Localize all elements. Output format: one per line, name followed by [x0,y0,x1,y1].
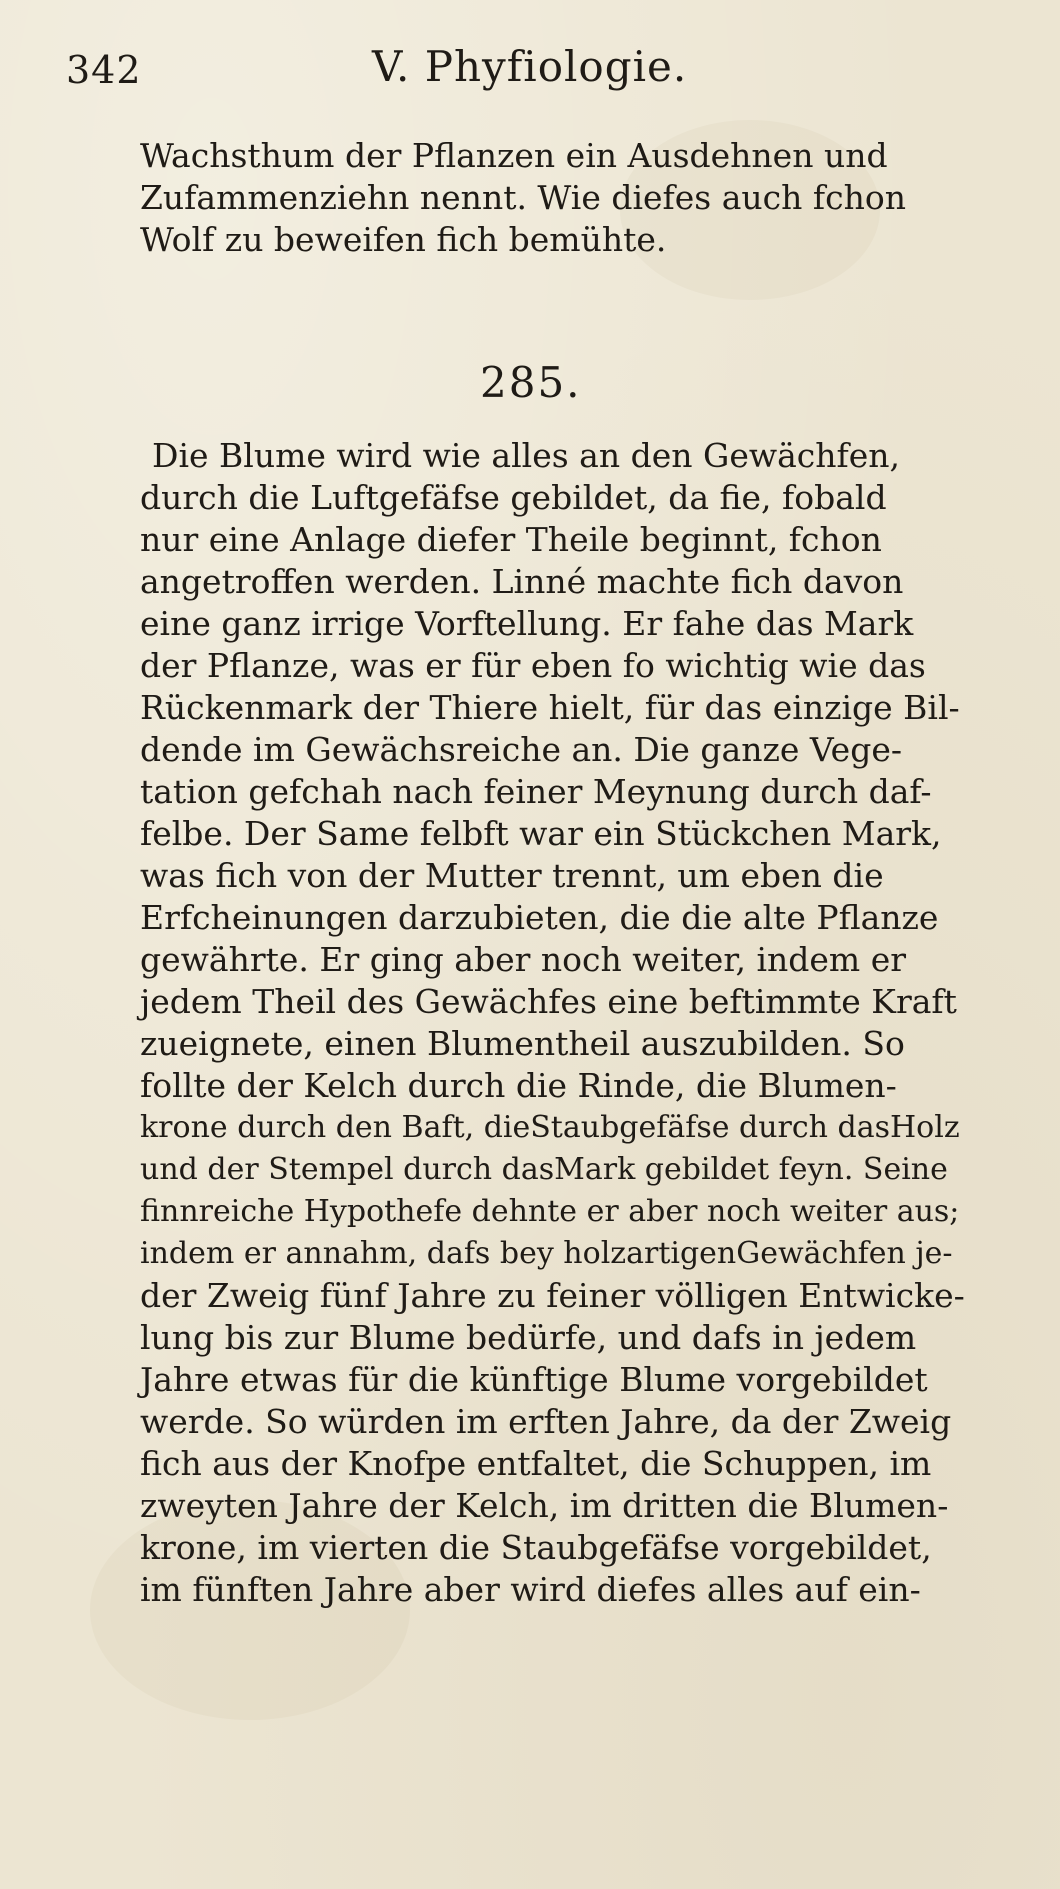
text-line: zueignete, einen Blumentheil auszubilden. So [140,1024,905,1063]
text-line: was fich von der Mutter trennt, um eben die [140,856,884,895]
text-line: Rückenmark der Thiere hielt, für das einzige Bil- [140,688,960,727]
page-header [66,38,766,98]
text-line: durch die Luftgefäfse gebildet, da fie, fobald [140,478,887,517]
text-line: eine ganz irrige Vorftellung. Er fahe das Mark [140,604,914,643]
text-line: angetroffen werden. Linné machte fich davon [140,562,904,601]
section-number: 285. [480,358,582,407]
text-line: jedem Theil des Gewächfes eine beftimmte Kraft [140,982,957,1021]
text-line: indem er annahm, dafs bey holzartigenGewächfen je- [140,1236,953,1271]
text-line: im fünften Jahre aber wird diefes alles auf ein- [140,1570,921,1609]
text-line: der Pflanze, was er für eben fo wichtig wie das [140,646,926,685]
text-line: zweyten Jahre der Kelch, im dritten die Blumen- [140,1486,949,1525]
text-line: lung bis zur Blume bedürfe, und dafs in jedem [140,1318,917,1357]
text-line: und der Stempel durch dasMark gebildet feyn. Seine [140,1152,948,1187]
text-line: follte der Kelch durch die Rinde, die Blumen- [140,1066,897,1105]
text-line: nur eine Anlage diefer Theile beginnt, fchon [140,520,882,559]
text-line: dende im Gewächsreiche an. Die ganze Vege- [140,730,903,769]
text-line: der Zweig fünf Jahre zu feiner völligen Entwicke- [140,1276,965,1315]
text-line: Wachsthum der Pflanzen ein Ausdehnen und [140,136,888,175]
text-line: krone, im vierten die Staubgefäfse vorgebildet, [140,1528,932,1567]
text-line: tation gefchah nach feiner Meynung durch daf- [140,772,932,811]
text-line: Erfcheinungen darzubieten, die die alte Pflanze [140,898,939,937]
text-line: Jahre etwas für die künftige Blume vorgebildet [140,1360,928,1399]
text-line: krone durch den Baft, dieStaubgefäfse durch dasHolz [140,1110,960,1145]
text-line: Wolf zu beweifen fich bemühte. [140,220,667,259]
text-line: felbe. Der Same felbft war ein Stückchen Mark, [140,814,942,853]
running-head: V. Phyfiologie. [372,42,688,91]
text-line: gewährte. Er ging aber noch weiter, indem er [140,940,907,979]
page-number: 342 [66,48,142,92]
text-line: fich aus der Knofpe entfaltet, die Schuppen, im [140,1444,932,1483]
text-line: finnreiche Hypothefe dehnte er aber noch weiter aus; [140,1194,960,1229]
text-line: werde. So würden im erften Jahre, da der Zweig [140,1402,952,1441]
text-line: Die Blume wird wie alles an den Gewächfen, [152,436,900,475]
text-line: Zufammenziehn nennt. Wie diefes auch fchon [140,178,906,217]
